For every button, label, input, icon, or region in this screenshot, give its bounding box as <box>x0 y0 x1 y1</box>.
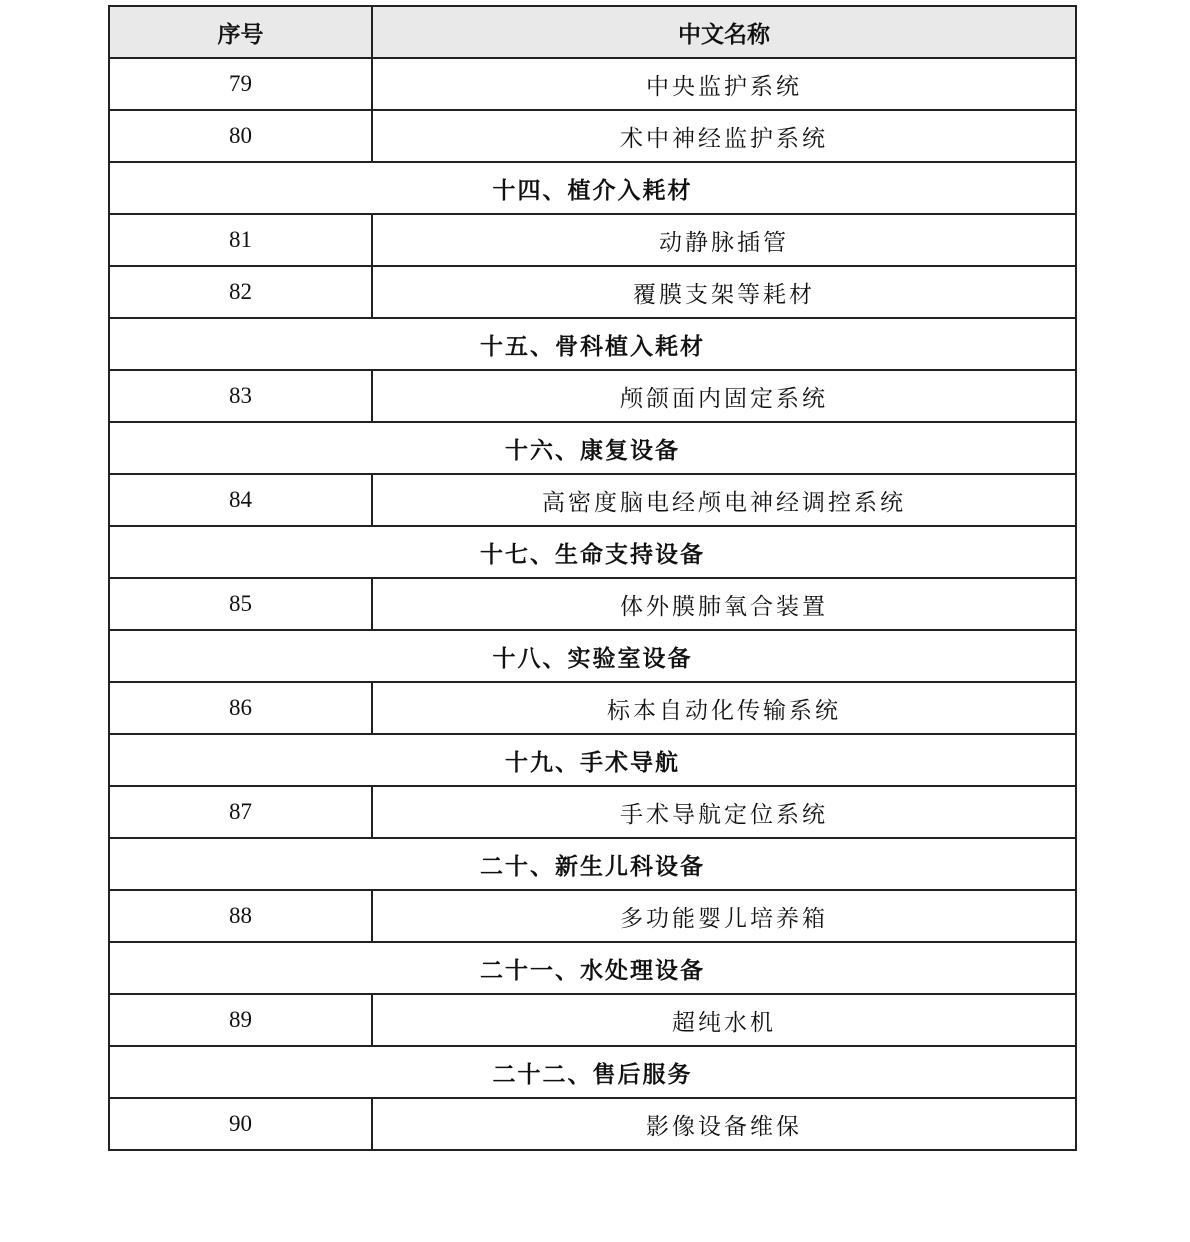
row-name: 术中神经监护系统 <box>620 125 828 152</box>
section-row <box>109 942 1076 994</box>
row-index: 88 <box>109 890 372 942</box>
section-title: 十六、康复设备 <box>109 422 1076 474</box>
row-name-cell <box>372 578 1076 630</box>
row-name: 体外膜肺氧合装置 <box>620 593 828 620</box>
table-row <box>109 58 1076 110</box>
header-index: 序号 <box>109 6 372 58</box>
row-index: 84 <box>109 474 372 526</box>
row-name-cell <box>372 994 1076 1046</box>
section-title: 十八、实验室设备 <box>109 630 1076 682</box>
section-row <box>109 422 1076 474</box>
section-title: 十四、植介入耗材 <box>109 162 1076 214</box>
table-body <box>109 58 1076 1150</box>
row-name-cell <box>372 214 1076 266</box>
header-row <box>109 6 1076 58</box>
section-title: 二十二、售后服务 <box>109 1046 1076 1098</box>
section-row <box>109 318 1076 370</box>
section-title: 十五、骨科植入耗材 <box>109 318 1076 370</box>
table-header <box>109 6 1076 58</box>
table-row <box>109 994 1076 1046</box>
section-title: 二十一、水处理设备 <box>109 942 1076 994</box>
row-name: 手术导航定位系统 <box>620 801 828 828</box>
section-row <box>109 1046 1076 1098</box>
row-name: 高密度脑电经颅电神经调控系统 <box>542 489 906 516</box>
row-index: 81 <box>109 214 372 266</box>
table-row <box>109 578 1076 630</box>
row-name-cell <box>372 370 1076 422</box>
row-index: 79 <box>109 58 372 110</box>
section-row <box>109 734 1076 786</box>
header-name: 中文名称 <box>372 6 1076 58</box>
row-index: 89 <box>109 994 372 1046</box>
table-row <box>109 890 1076 942</box>
row-name-cell <box>372 266 1076 318</box>
section-row <box>109 630 1076 682</box>
table-row <box>109 214 1076 266</box>
row-name: 多功能婴儿培养箱 <box>620 905 828 932</box>
section-row <box>109 162 1076 214</box>
row-name-cell <box>372 110 1076 162</box>
row-name-cell <box>372 890 1076 942</box>
section-title: 十七、生命支持设备 <box>109 526 1076 578</box>
equipment-catalog-table <box>108 5 1077 1151</box>
table-row <box>109 682 1076 734</box>
section-title: 二十、新生儿科设备 <box>109 838 1076 890</box>
row-index: 80 <box>109 110 372 162</box>
table-row <box>109 1098 1076 1150</box>
table-row <box>109 370 1076 422</box>
row-name: 颅颌面内固定系统 <box>620 385 828 412</box>
row-index: 85 <box>109 578 372 630</box>
row-name-cell <box>372 1098 1076 1150</box>
row-index: 82 <box>109 266 372 318</box>
section-title: 十九、手术导航 <box>109 734 1076 786</box>
row-name-cell <box>372 474 1076 526</box>
section-row <box>109 838 1076 890</box>
row-index: 90 <box>109 1098 372 1150</box>
row-name: 覆膜支架等耗材 <box>633 281 815 308</box>
row-index: 83 <box>109 370 372 422</box>
table-row <box>109 786 1076 838</box>
row-name: 超纯水机 <box>672 1009 776 1036</box>
section-row <box>109 526 1076 578</box>
table-row <box>109 266 1076 318</box>
table-row <box>109 110 1076 162</box>
row-index: 86 <box>109 682 372 734</box>
row-name: 影像设备维保 <box>646 1113 802 1140</box>
row-name: 动静脉插管 <box>659 229 789 256</box>
row-name: 中央监护系统 <box>646 73 802 100</box>
table-row <box>109 474 1076 526</box>
row-name-cell <box>372 786 1076 838</box>
row-name-cell <box>372 58 1076 110</box>
row-name-cell <box>372 682 1076 734</box>
row-index: 87 <box>109 786 372 838</box>
row-name: 标本自动化传输系统 <box>607 697 841 724</box>
